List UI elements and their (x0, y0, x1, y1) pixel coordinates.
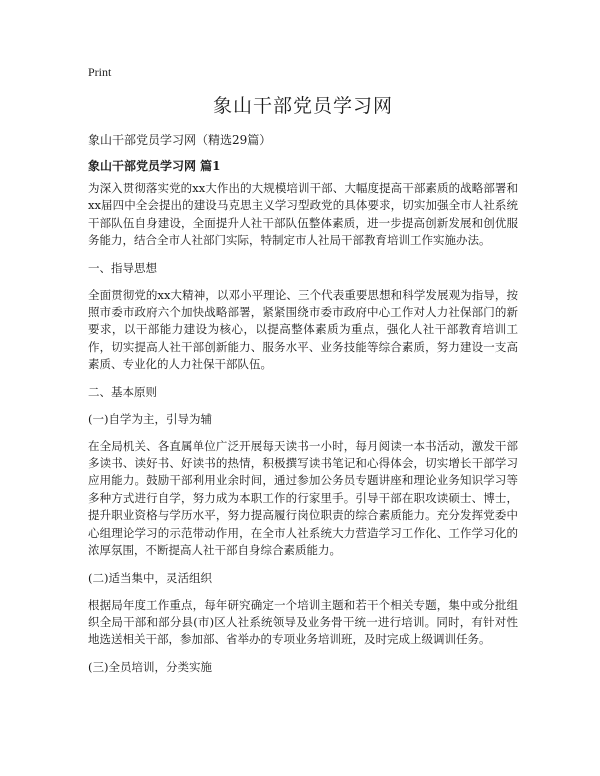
subheading-full-training: (三)全员培训，分类实施 (88, 659, 212, 674)
intro-paragraph: 为深入贯彻落实党的xx大作出的大规模培训干部、大幅度提高干部素质的战略部署和xx届四中全会提出的建设马克思主义学习型政党的具体要求，切实加强全市人社系统干部队伍自身建设，全面提升人社干部队伍整体素质，进一步提高创新发展和创优服务能力，结合全市人社部门实际，特制定市人社局干部教育培训工作实施办法。 (88, 181, 518, 248)
section-heading: 象山干部党员学习网 篇1 (88, 159, 221, 173)
document-subtitle: 象山干部党员学习网（精选29篇） (88, 133, 272, 147)
print-link[interactable]: Print (88, 65, 112, 79)
paragraph-self-study: 在全局机关、各直属单位广泛开展每天读书一小时，每月阅读一本书活动，激发干部多读书、读好书、好读书的热情，积极撰写读书笔记和心得体会，切实增长干部学习应用能力。鼓励干部利用业余时间，通过参加公务员专题讲座和理论业务知识学习等多种方式进行自学，努力成为本职工作的行家里手。引导干部在职攻读硕士、博士，提升职业资格与学历水平，努力提高履行岗位职责的综合素质能力。充分发挥党委中心组理论学习的示范带动作用，在全市人社系统大力营造学习工作化、工作学习化的浓厚氛围，不断提高人社干部自身综合素质能力。 (88, 438, 518, 558)
page-title: 象山干部党员学习网 (212, 95, 393, 117)
heading-basic-principles: 二、基本原则 (88, 384, 157, 399)
paragraph-concentrated: 根据局年度工作重点，每年研究确定一个培训主题和若干个相关专题，集中或分批组织全局干部和部分县(市)区人社系统领导及业务骨干统一进行培训。同时，有针对性地选送相关干部，参加部、省举办的专项业务培训班，及时完成上级调训任务。 (88, 597, 518, 647)
document-page (88, 64, 518, 686)
subheading-concentrated: (二)适当集中，灵活组织 (88, 570, 212, 585)
paragraph-guiding-ideology: 全面贯彻党的xx大精神，以邓小平理论、三个代表重要思想和科学发展观为指导，按照市委市政府六个加快战略部署，紧紧围绕市委市政府中心工作对人力社保部门的新要求，以干部能力建设为核心，以提高整体素质为重点，强化人社干部教育培训工作，切实提高人社干部创新能力、服务水平、业务技能等综合素质，努力建设一支高素质、专业化的人力社保干部队伍。 (88, 287, 518, 372)
heading-guiding-ideology: 一、指导思想 (88, 260, 157, 275)
subheading-self-study: (一)自学为主，引导为辅 (88, 411, 212, 426)
